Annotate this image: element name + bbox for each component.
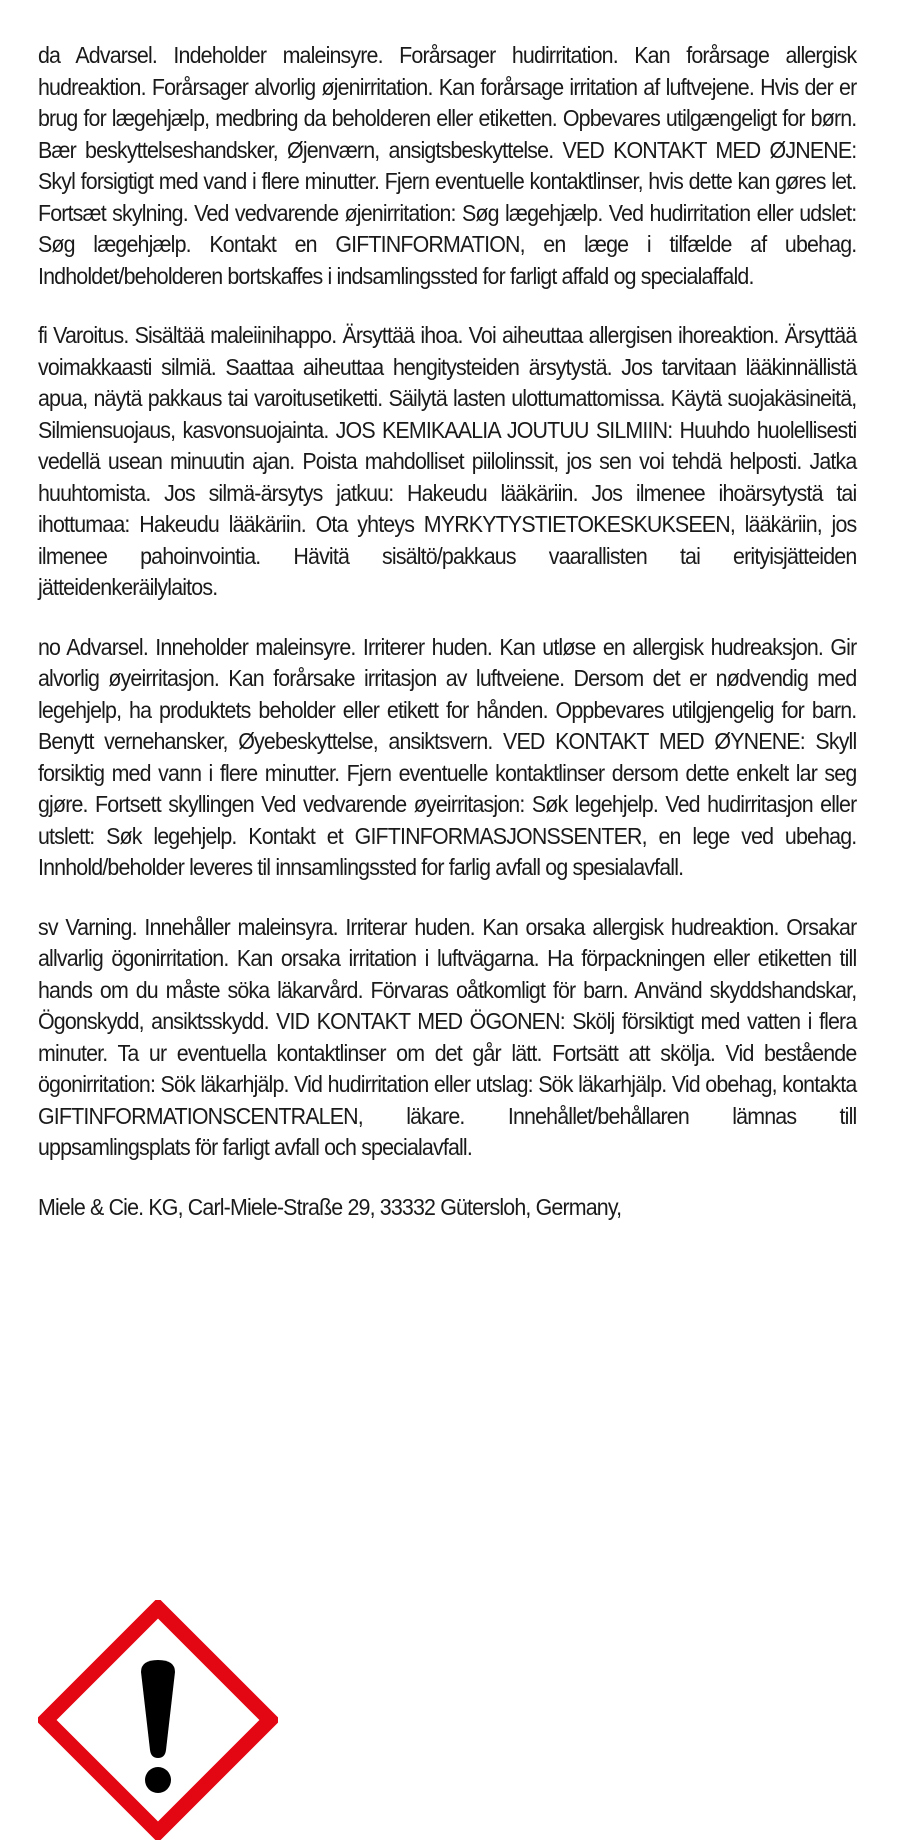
warning-text-da: da Advarsel. Indeholder maleinsyre. Forårsager hudirritation. Kan forårsage allergisk hudreaktion. Forårsager alvorlig øjenirritation. Kan forårsage irritation af luftvejene. Hvis der er brug for lægehjælp, medbring da beholderen eller etiketten. Opbevares utilgængeligt for børn. Bær beskyttelseshandsker, Øjenværn, ansigtsbeskyttelse. VED KONTAKT MED ØJNENE: Skyl forsigtigt med vand i flere minutter. Fjern eventuelle kontaktlinser, hvis dette kan gøres let. Fortsæt skylning. Ved vedvarende øjenirritation: Søg lægehjælp. Ved hudirritation eller udslet: Søg lægehjælp. Kontakt en GIFTINFORMATION, en læge i tilfælde af ubehag. Indholdet/beholderen bortskaffes i indsamlingssted for farligt affald og specialaffald. [38,42,857,289]
manufacturer-address: Miele & Cie. KG, Carl-Miele-Straße 29, 33332 Gütersloh, Germany, [38,1193,622,1220]
warning-block-no [38,632,856,884]
exclamation-dot [145,1767,171,1793]
warning-text-no: no Advarsel. Inneholder maleinsyre. Irriterer huden. Kan utløse en allergisk hudreaksjon. Gir alvorlig øyeirritasjon. Kan forårsake irritasjon av luftveiene. Dersom det er nødvendig med legehjelp, ha produktets beholder eller etikett for hånden. Oppbevares utilgjengelig for barn. Benytt vernehansker, Øyebeskyttelse, ansiktsvern. VED KONTAKT MED ØYNENE: Skyll forsiktig med vann i flere minutter. Fjern eventuelle kontaktlinser dersom dette enkelt lar seg gjøre. Fortsett skyllingen Ved vedvarende øyeirritasjon: Søk legehjelp. Ved hudirritasjon eller utslett: Søk legehjelp. Kontakt et GIFTINFORMASJONSSENTER, en lege ved ubehag. Innhold/beholder leveres til innsamlingssted for farlig avfall og spesialavfall. [38,633,857,880]
warning-text-sv: sv Varning. Innehåller maleinsyra. Irriterar huden. Kan orsaka allergisk hudreaktion. Orsakar allvarlig ögonirritation. Kan orsaka irritation i luftvägarna. Ha förpackningen eller etiketten till hands om du måste söka läkarvård. Förvaras oåtkomligt för barn. Använd skyddshandskar, Ögonskydd, ansiktsskydd. VID KONTAKT MED ÖGONEN: Skölj försiktigt med vatten i flera minuter. Ta ur eventuella kontaktlinser om det går lätt. Fortsätt att skölja. Vid bestående ögonirritation: Sök läkarhjälp. Vid hudirritation eller utslag: Sök läkarhjälp. Vid obehag, kontakta GIFTINFORMATIONSCENTRALEN, läkare. Innehållet/behållaren lämnas till uppsamlingsplats för farligt avfall och specialavfall. [38,913,857,1160]
exclamation-mark-hazard-icon [38,1600,278,1840]
safety-label-document [38,40,856,1223]
warning-text-fi: fi Varoitus. Sisältää maleiinihappo. Ärsyttää ihoa. Voi aiheuttaa allergisen ihoreaktion. Ärsyttää voimakkaasti silmiä. Saattaa aiheuttaa hengitysteiden ärsytystä. Jos tarvitaan lääkinnällistä apua, näytä pakkaus tai varoitusetiketti. Säilytä lasten ulottumattomissa. Käytä suojakäsineitä, Silmiensuojaus, kasvonsuojainta. JOS KEMIKAALIA JOUTUU SILMIIN: Huuhdo huolellisesti vedellä usean minuutin ajan. Poista mahdolliset piilolinssit, jos sen voi tehdä helposti. Jatka huuhtomista. Jos silmä-ärsytys jatkuu: Hakeudu lääkäriin. Jos ilmenee ihoärsytystä tai ihottumaa: Hakeudu lääkäriin. Ota yhteys MYRKYTYSTIETOKESKUKSEEN, lääkäriin, jos ilmenee pahoinvointia. Hävitä sisältö/pakkaus vaarallisten tai erityisjätteiden jätteidenkeräilylaitos. [38,322,857,600]
warning-block-da [38,40,856,292]
warning-block-fi [38,320,856,604]
warning-block-sv [38,912,856,1164]
